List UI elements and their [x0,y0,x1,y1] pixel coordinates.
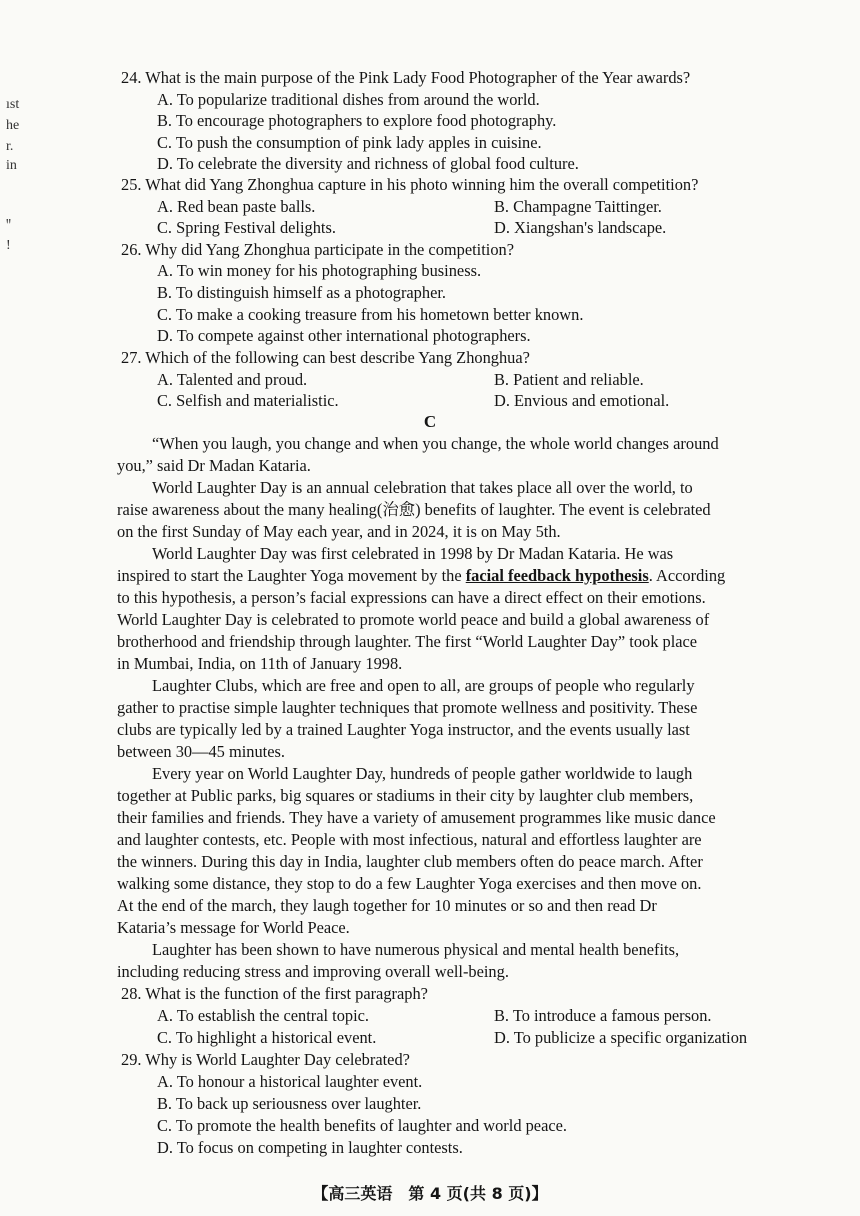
question-25-option-d: D. Xiangshan's landscape. [494,218,667,237]
question-28-option-d: D. To publicize a specific organization [494,1028,748,1047]
passage-line: clubs are typically led by a trained Laughter Yoga instructor, and the events usually last [117,720,690,739]
question-24-stem: 24. What is the main purpose of the Pink Lady Food Photographer of the Year awards? [121,68,691,87]
question-28-stem: 28. What is the function of the first paragraph? [121,984,428,1003]
margin-fragment: in [6,158,17,173]
question-29-option-b: B. To back up seriousness over laughter. [157,1094,422,1113]
page-footer: 【高三英语 第 4 页(共 8 页)】 [312,1184,548,1203]
question-27-option-d: D. Envious and emotional. [494,391,670,410]
question-24-option-d: D. To celebrate the diversity and richness of global food culture. [157,154,579,173]
passage-line: including reducing stress and improving overall well-being. [117,962,509,981]
passage-line: raise awareness about the many healing(治愈) benefits of laughter. The event is celebrated [117,500,711,519]
question-29-option-a: A. To honour a historical laughter event. [157,1072,423,1091]
question-25-option-c: C. Spring Festival delights. [157,218,336,237]
question-24-option-b: B. To encourage photographers to explore food photography. [157,111,557,130]
question-26-stem: 26. Why did Yang Zhonghua participate in the competition? [121,240,514,259]
passage-text: inspired to start the Laughter Yoga movement by the [117,566,466,585]
passage-line: Laughter has been shown to have numerous physical and mental health benefits, [152,940,680,959]
question-26-option-a: A. To win money for his photographing business. [157,261,482,280]
passage-line: together at Public parks, big squares or stadiums in their city by laughter club members, [117,786,694,805]
passage-line: in Mumbai, India, on 11th of January 1998. [117,654,403,673]
question-25-stem: 25. What did Yang Zhonghua capture in his photo winning him the overall competition? [121,175,699,194]
question-28-option-b: B. To introduce a famous person. [494,1006,712,1025]
question-27-option-a: A. Talented and proud. [157,370,308,389]
question-24-option-a: A. To popularize traditional dishes from around the world. [157,90,540,109]
passage-line: the winners. During this day in India, laughter club members often do peace march. After [117,852,703,871]
passage-line: World Laughter Day was first celebrated in 1998 by Dr Madan Kataria. He was [152,544,674,563]
passage-line: walking some distance, they stop to do a few Laughter Yoga exercises and then move on. [117,874,702,893]
question-28-option-c: C. To highlight a historical event. [157,1028,377,1047]
question-26-option-b: B. To distinguish himself as a photographer. [157,283,447,302]
margin-fragment: r. [6,139,14,154]
underlined-term: facial feedback hypothesis [465,566,649,585]
section-heading: C [423,412,437,431]
question-27-stem: 27. Which of the following can best describe Yang Zhonghua? [121,348,530,367]
passage-line: Kataria’s message for World Peace. [117,918,350,937]
question-24-option-c: C. To push the consumption of pink lady apples in cuisine. [157,133,542,152]
passage-line: between 30—45 minutes. [117,742,285,761]
passage-line: brotherhood and friendship through laughter. The first “World Laughter Day” took place [117,632,698,651]
question-29-option-c: C. To promote the health benefits of laughter and world peace. [157,1116,568,1135]
question-26-option-d: D. To compete against other international photographers. [157,326,531,345]
question-27-option-b: B. Patient and reliable. [494,370,644,389]
question-25-option-b: B. Champagne Taittinger. [494,197,662,216]
passage-line: and laughter contests, etc. People with most infectious, natural and effortless laughter are [117,830,702,849]
question-25-option-a: A. Red bean paste balls. [157,197,316,216]
passage-line: on the first Sunday of May each year, and in 2024, it is on May 5th. [117,522,561,541]
question-27-option-c: C. Selfish and materialistic. [157,391,339,410]
passage-line: “When you laugh, you change and when you change, the whole world changes around [152,434,719,453]
question-26-option-c: C. To make a cooking treasure from his hometown better known. [157,305,584,324]
passage-line: gather to practise simple laughter techniques that promote wellness and positivity. These [117,698,698,717]
margin-fragment: ıst [6,97,20,112]
passage-line: their families and friends. They have a variety of amusement programmes like music dance [117,808,716,827]
question-29-option-d: D. To focus on competing in laughter contests. [157,1138,463,1157]
passage-line: you,” said Dr Madan Kataria. [117,456,311,475]
passage-line: World Laughter Day is an annual celebration that takes place all over the world, to [152,478,693,497]
passage-line [117,565,725,587]
margin-fragment: ! [6,238,11,253]
question-29-stem: 29. Why is World Laughter Day celebrated? [121,1050,410,1069]
passage-line: to this hypothesis, a person’s facial expressions can have a direct effect on their emotions. [117,588,706,607]
question-28-option-a: A. To establish the central topic. [157,1006,370,1025]
passage-line: Every year on World Laughter Day, hundreds of people gather worldwide to laugh [152,764,693,783]
passage-line: Laughter Clubs, which are free and open to all, are groups of people who regularly [152,676,695,695]
passage-line: At the end of the march, they laugh together for 10 minutes or so and then read Dr [117,896,657,915]
margin-fragment: he [6,118,20,133]
margin-fragment: ꞌꞌ [6,217,12,232]
passage-line: World Laughter Day is celebrated to promote world peace and build a global awareness of [117,610,710,629]
passage-text: . According [648,566,726,585]
